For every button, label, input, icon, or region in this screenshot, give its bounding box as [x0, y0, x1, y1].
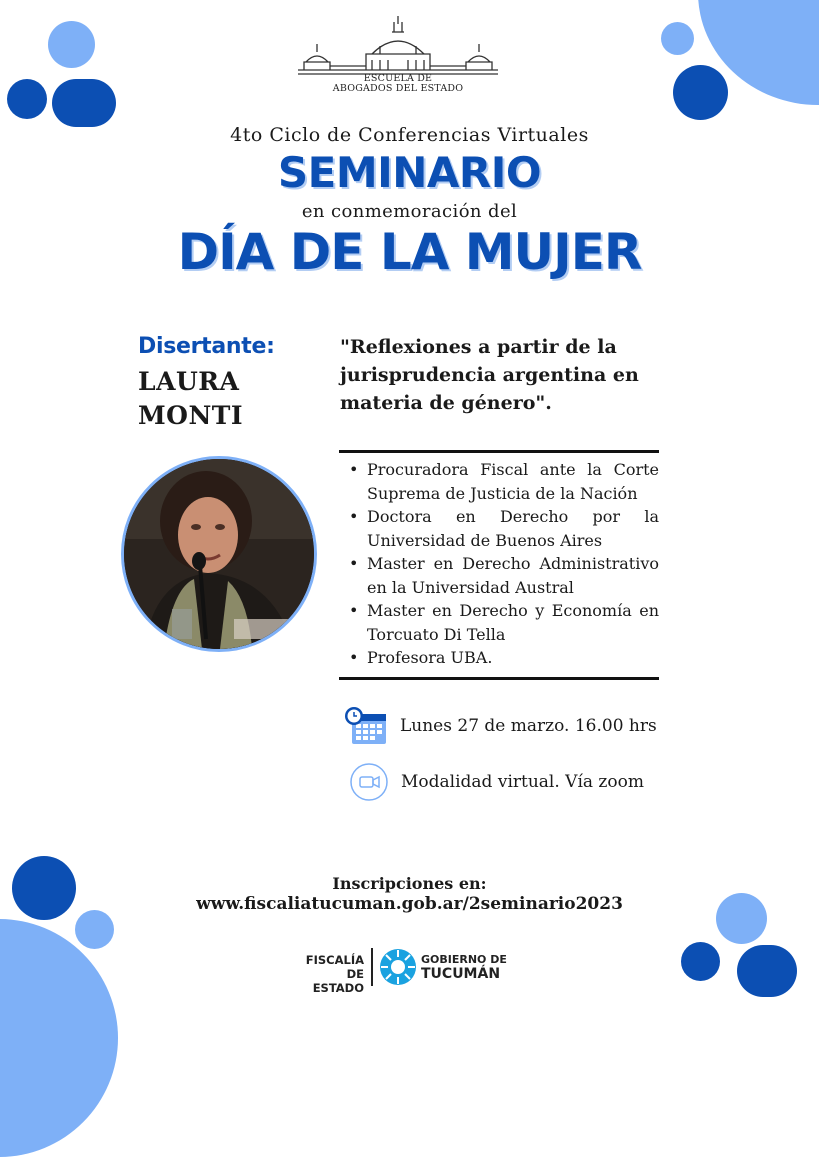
speaker-last-name: MONTI [138, 401, 244, 430]
fiscalia-line1: FISCALÍA DE [305, 953, 364, 981]
speaker-name [138, 365, 318, 433]
bio-list [343, 458, 659, 670]
bio-item: • Procuradora Fiscal ante la Corte Suprema de Justicia de la Nación [349, 460, 659, 503]
mode-text: Modalidad virtual. Vía zoom [401, 772, 644, 792]
registration-link[interactable]: www.fiscaliatucuman.gob.ar/2seminario2023 [196, 894, 623, 914]
date-row [344, 704, 657, 748]
decor-circle [75, 910, 114, 949]
gobierno-logo [421, 953, 507, 983]
logo-line1: ESCUELA DE [363, 73, 433, 84]
divider-bottom [339, 677, 659, 680]
registration-label: Inscripciones en: [332, 874, 487, 893]
decor-circle [661, 22, 694, 55]
talk-title: "Reflexiones a partir de la jurisprudencia argentina en materia de género". [340, 336, 639, 414]
fiscalia-logo [300, 953, 364, 995]
mode-row [349, 760, 644, 804]
decor-circle [0, 919, 118, 1157]
tucuman-sun-icon [379, 948, 417, 986]
decor-circle [673, 65, 728, 120]
footer-divider [371, 948, 373, 986]
video-camera-icon [349, 762, 389, 802]
decor-circle [737, 945, 797, 997]
seminar-heading: SEMINARIO [277, 148, 542, 197]
building-icon [296, 16, 500, 76]
bio-item: • Doctora en Derecho por la Universidad de Buenos Aires [349, 507, 659, 550]
gobierno-line2: TUCUMÁN [421, 966, 501, 982]
cycle-title: 4to Ciclo de Conferencias Virtuales [230, 124, 589, 146]
logo-line2: ABOGADOS DEL ESTADO [332, 83, 464, 94]
date-text: Lunes 27 de marzo. 16.00 hrs [400, 716, 657, 736]
gobierno-line1: GOBIERNO DE [421, 953, 507, 966]
day-heading: DÍA DE LA MUJER [177, 223, 642, 281]
bio-item: • Profesora UBA. [349, 648, 493, 667]
decor-circle [52, 79, 116, 127]
decor-circle [48, 21, 95, 68]
speaker-first-name: LAURA [138, 367, 240, 396]
decor-circle [681, 942, 720, 981]
commemoration-text: en conmemoración del [301, 201, 518, 222]
speaker-label: Disertante: [138, 334, 275, 359]
fiscalia-line2: ESTADO [312, 981, 364, 995]
divider-top [339, 450, 659, 453]
school-logo [296, 16, 500, 98]
bio-item: • Master en Derecho y Economía en Torcuato Di Tella [349, 601, 659, 644]
calendar-clock-icon [344, 706, 388, 746]
bio-item: • Master en Derecho Administrativo en la Universidad Austral [349, 554, 659, 597]
decor-circle [7, 79, 47, 119]
speaker-photo [121, 456, 317, 652]
